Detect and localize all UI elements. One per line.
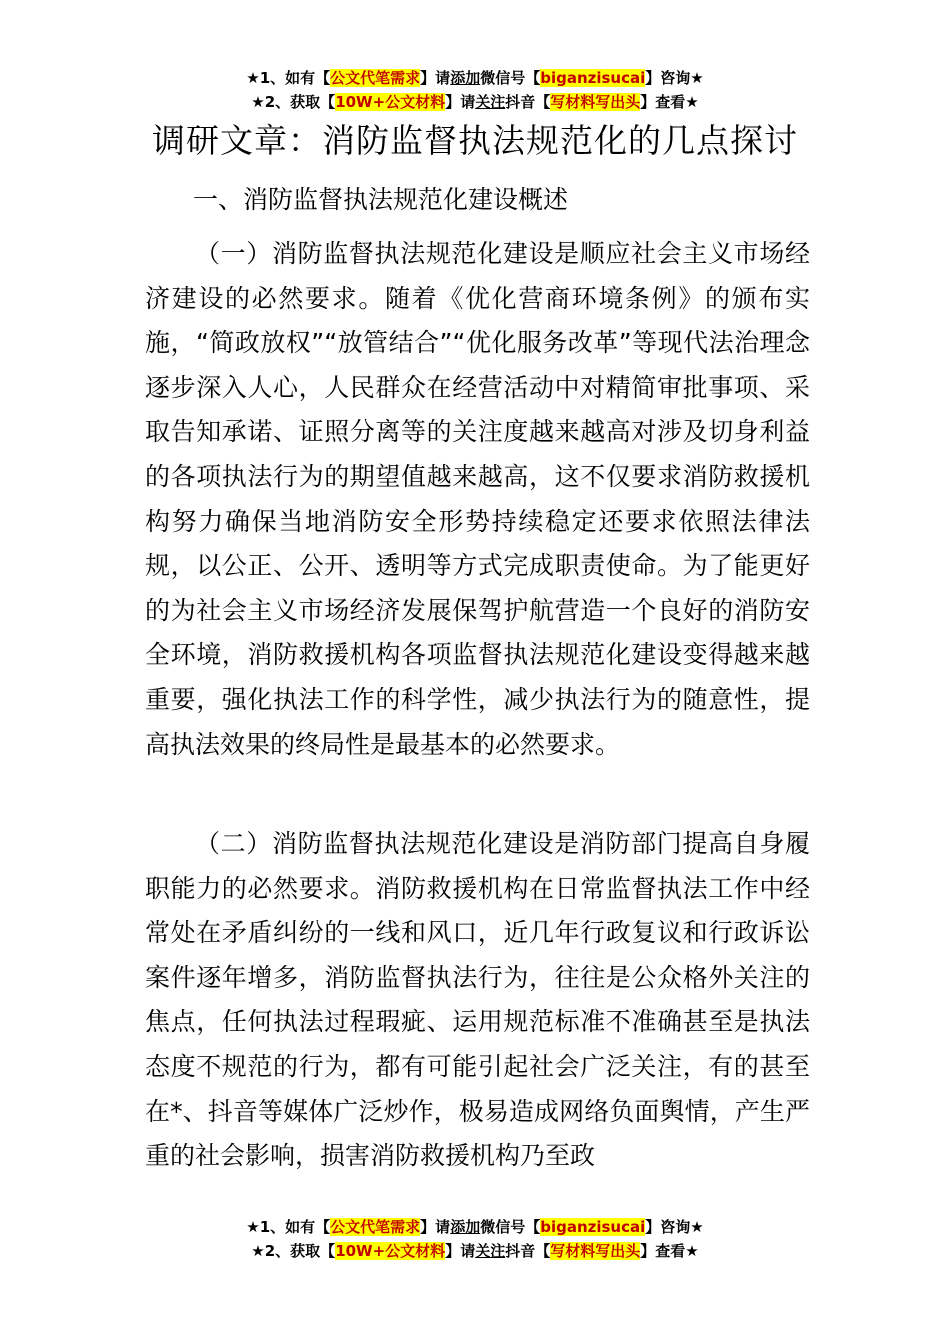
banner-highlight-materials: 10W+公文材料 <box>335 93 446 111</box>
banner-line-2: ★2、获取【10W+公文材料】请关注抖音【写材料写出头】查看★ <box>251 93 699 111</box>
paragraph-2: （二）消防监督执法规范化建设是消防部门提高自身履职能力的必然要求。消防救援机构在日常监督执法工作中经常处在矛盾纠纷的一线和风口，近几年行政复议和行政诉讼案件逐年增多，消防监督执法行为，往往是公众格外关注的焦点，任何执法过程瑕疵、运用规范标准不准确甚至是执法态度不规范的行为，都有可能引起社会广泛关注，有的甚至在*、抖音等媒体广泛炒作，极易造成网络负面舆情，产生严重的社会影响，损害消防救援机构乃至政 <box>145 829 810 1171</box>
footer-highlight-service: 公文代笔需求 <box>330 1218 421 1236</box>
paragraph-1: （一）消防监督执法规范化建设是顺应社会主义市场经济建设的必然要求。随着《优化营商环境条例》的颁布实施，“简政放权”“放管结合”“优化服务改革”等现代法治理念逐步深入人心，人民群众在经营活动中对精简审批事项、采取告知承诺、证照分离等的关注度越来越高对涉及切身利益的各项执法行为的期望值越来越高，这不仅要求消防救援机构努力确保当地消防安全形势持续稳定还要求依照法律法规，以公正、公开、透明等方式完成职责使命。为了能更好的为社会主义市场经济发展保驾护航营造一个良好的消防安全环境，消防救援机构各项监督执法规范化建设变得越来越重要，强化执法工作的科学性，减少执法行为的随意性，提高执法效果的终局性是最基本的必然要求。 <box>145 239 810 759</box>
footer-banner <box>0 1215 950 1263</box>
footer-highlight-douyin: 写材料写出头 <box>550 1242 641 1260</box>
section-heading: 一、消防监督执法规范化建设概述 <box>193 185 569 214</box>
banner-highlight-wechat-id: biganzisucai <box>540 69 646 87</box>
footer-banner-line-2: ★2、获取【10W+公文材料】请关注抖音【写材料写出头】查看★ <box>251 1242 699 1260</box>
footer-highlight-wechat-id: biganzisucai <box>540 1218 646 1236</box>
header-banner <box>0 66 950 114</box>
banner-highlight-douyin: 写材料写出头 <box>550 93 641 111</box>
document-title: 调研文章：消防监督执法规范化的几点探讨 <box>152 121 798 160</box>
footer-banner-line-1: ★1、如有【公文代笔需求】请添加微信号【biganzisucai】咨询★ <box>246 1218 704 1236</box>
banner-highlight-service: 公文代笔需求 <box>330 69 421 87</box>
banner-line-1: ★1、如有【公文代笔需求】请添加微信号【biganzisucai】咨询★ <box>246 69 704 87</box>
footer-highlight-materials: 10W+公文材料 <box>335 1242 446 1260</box>
